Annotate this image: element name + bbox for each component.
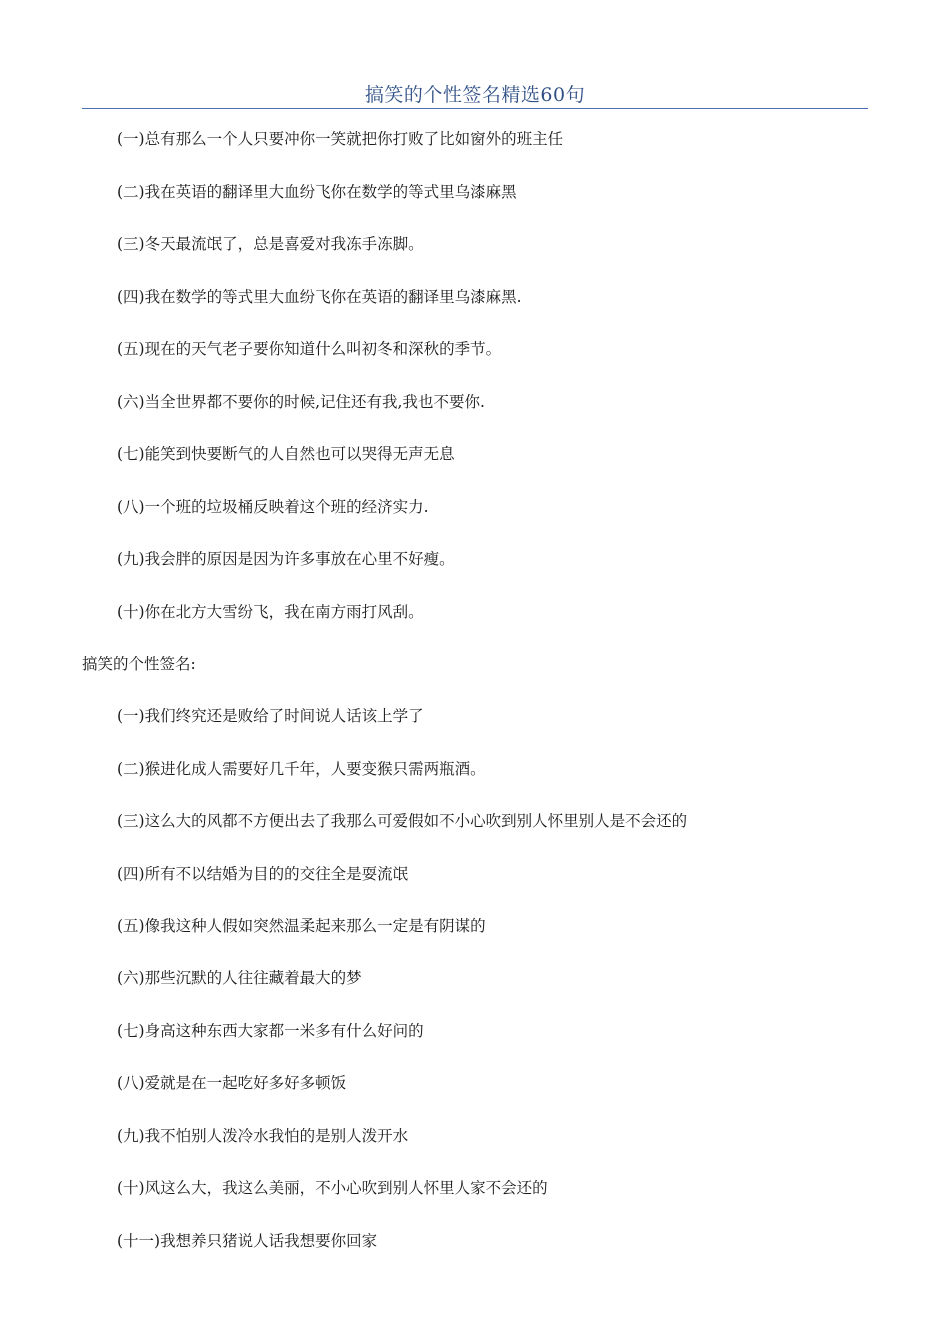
list-item: (二)我在英语的翻译里大血纷飞你在数学的等式里乌漆麻黑 <box>117 183 517 201</box>
list-item: (九)我会胖的原因是因为许多事放在心里不好瘦。 <box>117 550 455 568</box>
list-item: (七)身高这种东西大家都一米多有什么好问的 <box>117 1022 424 1040</box>
header-divider <box>82 108 868 109</box>
list-item: (四)我在数学的等式里大血纷飞你在英语的翻译里乌漆麻黑. <box>117 288 522 306</box>
list-item: (十一)我想养只猪说人话我想要你回家 <box>117 1232 378 1250</box>
list-item: (五)像我这种人假如突然温柔起来那么一定是有阴谋的 <box>117 917 486 935</box>
section-heading: 搞笑的个性签名: <box>82 655 196 673</box>
list-item: (六)那些沉默的人往往藏着最大的梦 <box>117 969 362 987</box>
list-item: (一)总有那么一个人只要冲你一笑就把你打败了比如窗外的班主任 <box>117 130 564 148</box>
list-item: (三)这么大的风都不方便出去了我那么可爱假如不小心吹到别人怀里别人是不会还的 <box>117 812 688 830</box>
list-item: (四)所有不以结婚为目的的交往全是耍流氓 <box>117 865 409 883</box>
list-item: (一)我们终究还是败给了时间说人话该上学了 <box>117 707 424 725</box>
list-item: (六)当全世界都不要你的时候,记住还有我,我也不要你. <box>117 393 485 411</box>
list-item: (九)我不怕别人泼冷水我怕的是别人泼开水 <box>117 1127 409 1145</box>
list-item: (三)冬天最流氓了，总是喜爱对我冻手冻脚。 <box>117 235 424 253</box>
list-item: (二)猴进化成人需要好几千年，人要变猴只需两瓶酒。 <box>117 760 486 778</box>
list-item: (五)现在的天气老子要你知道什么叫初冬和深秋的季节。 <box>117 340 502 358</box>
list-item: (八)一个班的垃圾桶反映着这个班的经济实力. <box>117 498 429 516</box>
list-item: (十)风这么大，我这么美丽，不小心吹到别人怀里人家不会还的 <box>117 1179 548 1197</box>
list-item: (七)能笑到快要断气的人自然也可以哭得无声无息 <box>117 445 455 463</box>
page-title: 搞笑的个性签名精选60句 <box>364 84 586 106</box>
list-item: (十)你在北方大雪纷飞，我在南方雨打风刮。 <box>117 603 424 621</box>
list-item: (八)爱就是在一起吃好多好多顿饭 <box>117 1074 347 1092</box>
